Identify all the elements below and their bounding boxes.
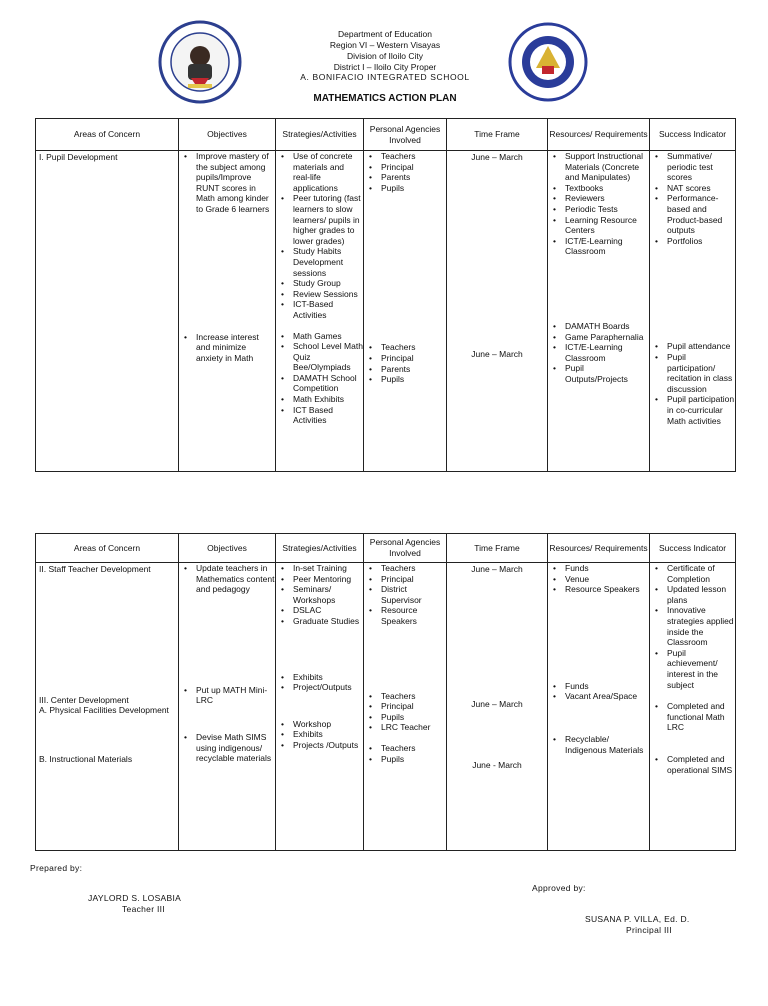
agencies-cell	[364, 151, 447, 472]
time-frame-value: June – March	[471, 348, 523, 359]
list-item: • Resource Speakers	[364, 605, 446, 626]
list-item: • Teachers	[364, 342, 446, 353]
list-item: • ICT-Based Activities	[276, 299, 363, 320]
approved-by-name: SUSANA P. VILLA, Ed. D.	[585, 914, 690, 924]
action-plan-table-2	[35, 533, 736, 851]
indicator-list	[650, 563, 735, 690]
list-item: • Learning Resource Centers	[548, 215, 649, 236]
list-item: • Pupil achievement/ interest in the subject	[650, 648, 735, 690]
list-item: • Math Games	[276, 331, 363, 342]
list-item: • Principal	[364, 162, 446, 173]
list-item: • Study Group	[276, 278, 363, 289]
resource-list	[548, 563, 649, 595]
area-instructional-materials: B. Instructional Materials	[39, 753, 133, 764]
list-item: • Peer Mentoring	[276, 574, 363, 585]
strategy-list	[276, 151, 363, 321]
list-item: • Project/Outputs	[276, 682, 363, 693]
col-time-frame: Time Frame	[447, 119, 548, 151]
resource-list	[548, 734, 649, 755]
list-item: • Parents	[364, 172, 446, 183]
indicator-list	[650, 341, 735, 426]
list-item: • Teachers	[364, 563, 446, 574]
list-item: • Update teachers in Mathematics content and pedagogy	[179, 563, 275, 595]
agency-list	[364, 151, 446, 193]
list-item: • Teachers	[364, 691, 446, 702]
prepared-by-label: Prepared by:	[30, 863, 83, 873]
resource-list	[548, 681, 649, 702]
list-item: • Workshop	[276, 719, 363, 730]
list-item: • Pupils	[364, 754, 446, 765]
list-item: • Study Habits Development sessions	[276, 246, 363, 278]
col-success-indicator: Success Indicator	[650, 119, 736, 151]
col-success-indicator: Success Indicator	[650, 534, 736, 563]
list-item: • Innovative strategies applied inside the Classroom	[650, 605, 735, 647]
col-strategies: Strategies/Activities	[276, 119, 364, 151]
list-item: • Parents	[364, 364, 446, 375]
list-item: • Principal	[364, 574, 446, 585]
strategy-list	[276, 719, 363, 751]
objective-list	[179, 151, 275, 215]
list-item: • Pupil attendance	[650, 341, 735, 352]
table-row	[36, 151, 736, 472]
list-item: • LRC Teacher	[364, 722, 446, 733]
list-item: • Textbooks	[548, 183, 649, 194]
resources-cell	[548, 563, 650, 851]
indicators-cell	[650, 563, 736, 851]
list-item: • Venue	[548, 574, 649, 585]
list-item: • Resource Speakers	[548, 584, 649, 595]
header-department: Department of Education	[337, 29, 433, 39]
header-district: District I – Iloilo City Proper	[333, 62, 437, 72]
list-item: • In-set Training	[276, 563, 363, 574]
indicator-list	[650, 754, 735, 775]
objective-list	[179, 685, 275, 706]
list-item: • School Level Math Quiz Bee/Olympiads	[276, 341, 363, 373]
indicators-cell	[650, 151, 736, 472]
table-header-row	[36, 119, 736, 151]
header-division: Division of Iloilo City	[346, 51, 424, 61]
agency-list	[364, 342, 446, 384]
agency-list	[364, 691, 446, 733]
action-plan-table-1	[35, 118, 736, 472]
list-item: • Put up MATH Mini-LRC	[179, 685, 275, 706]
agency-list	[364, 563, 446, 627]
list-item: • ICT/E-Learning Classroom	[548, 236, 649, 257]
objective-list	[179, 732, 275, 764]
list-item: • District Supervisor	[364, 584, 446, 605]
prepared-by-title: Teacher III	[122, 904, 165, 914]
time-frame-cell	[447, 563, 548, 851]
list-item: • Teachers	[364, 743, 446, 754]
list-item: • Certificate of Completion	[650, 563, 735, 584]
objectives-cell	[179, 151, 276, 472]
strategy-list	[276, 672, 363, 693]
list-item: • Pupils	[364, 712, 446, 723]
area-cell	[36, 563, 179, 851]
list-item: • Completed and operational SIMS	[650, 754, 735, 775]
list-item: • ICT Based Activities	[276, 405, 363, 426]
objectives-cell	[179, 563, 276, 851]
strategies-cell	[276, 563, 364, 851]
list-item: • Improve mastery of the subject among pupils/Improve RUNT scores in Math among kinder to Grade 6 learners	[179, 151, 275, 215]
strategy-list	[276, 563, 363, 627]
list-item: • Recyclable/ Indigenous Materials	[548, 734, 649, 755]
time-frame-value: June – March	[471, 152, 523, 162]
list-item: • Math Exhibits	[276, 394, 363, 405]
list-item: • Teachers	[364, 151, 446, 162]
col-objectives: Objectives	[179, 534, 276, 563]
list-item: • Principal	[364, 701, 446, 712]
prepared-by-name: JAYLORD S. LOSABIA	[88, 893, 182, 903]
header-school: A. BONIFACIO INTEGRATED SCHOOL	[300, 72, 470, 82]
objective-list	[179, 563, 275, 595]
list-item: • Funds	[548, 681, 649, 692]
time-frame-cell	[447, 151, 548, 472]
col-areas-of-concern: Areas of Concern	[36, 534, 179, 563]
list-item: • Use of concrete materials and real-life applications	[276, 151, 363, 193]
agencies-cell	[364, 563, 447, 851]
list-item: • NAT scores	[650, 183, 735, 194]
approved-by-title: Principal III	[626, 925, 672, 935]
col-strategies: Strategies/Activities	[276, 534, 364, 563]
page-title: MATHEMATICS ACTION PLAN	[313, 93, 457, 104]
strategies-cell	[276, 151, 364, 472]
col-agencies: Personal Agencies Involved	[364, 534, 447, 563]
list-item: • Seminars/ Workshops	[276, 584, 363, 605]
list-item: • Summative/ periodic test scores	[650, 151, 735, 183]
list-item: • DSLAC	[276, 605, 363, 616]
area-cell	[36, 151, 179, 472]
list-item: • Graduate Studies	[276, 616, 363, 627]
col-resources: Resources/ Requirements	[548, 119, 650, 151]
list-item: • Portfolios	[650, 236, 735, 247]
agency-list	[364, 743, 446, 764]
table-header-row	[36, 534, 736, 563]
col-agencies: Personal Agencies Involved	[364, 119, 447, 151]
list-item: • ICT/E-Learning Classroom	[548, 342, 649, 363]
area-center-development: III. Center Development A. Physical Facilities Development	[39, 694, 169, 716]
list-item: • Pupils	[364, 374, 446, 385]
objective-list	[179, 332, 275, 364]
list-item: • Pupil Outputs/Projects	[548, 363, 649, 384]
list-item: • Reviewers	[548, 193, 649, 204]
list-item: • DAMATH School Competition	[276, 373, 363, 394]
list-item: • Pupil participation/ recitation in class discussion	[650, 352, 735, 394]
time-frame-value: June – March	[471, 564, 523, 574]
approved-by-label: Approved by:	[532, 883, 586, 893]
strategy-list	[276, 331, 363, 426]
list-item: • Projects /Outputs	[276, 740, 363, 751]
area-pupil-development: I. Pupil Development	[39, 152, 118, 162]
list-item: • Vacant Area/Space	[548, 691, 649, 702]
list-item: • Review Sessions	[276, 289, 363, 300]
col-objectives: Objectives	[179, 119, 276, 151]
list-item: • Support Instructional Materials (Concrete and Manipulates)	[548, 151, 649, 183]
list-item: • Pupils	[364, 183, 446, 194]
list-item: • Peer tutoring (fast learners to slow learners/ pupils in higher grades to lower grades)	[276, 193, 363, 246]
indicator-list	[650, 701, 735, 733]
resources-cell	[548, 151, 650, 472]
time-frame-value: June - March	[472, 760, 522, 771]
header-region: Region VI – Western Visayas	[329, 40, 441, 50]
table-row	[36, 563, 736, 851]
list-item: • DAMATH Boards	[548, 321, 649, 332]
col-areas-of-concern: Areas of Concern	[36, 119, 179, 151]
list-item: • Funds	[548, 563, 649, 574]
list-item: • Updated lesson plans	[650, 584, 735, 605]
col-time-frame: Time Frame	[447, 534, 548, 563]
list-item: • Principal	[364, 353, 446, 364]
resource-list	[548, 151, 649, 257]
list-item: • Exhibits	[276, 729, 363, 740]
list-item: • Game Paraphernalia	[548, 332, 649, 343]
list-item: • Pupil participation in co-curricular Math activities	[650, 394, 735, 426]
resource-list	[548, 321, 649, 385]
list-item: • Completed and functional Math LRC	[650, 701, 735, 733]
list-item: • Exhibits	[276, 672, 363, 683]
list-item: • Periodic Tests	[548, 204, 649, 215]
list-item: • Increase interest and minimize anxiety in Math	[179, 332, 275, 364]
time-frame-value: June – March	[471, 698, 523, 709]
list-item: • Performance-based and Product-based outputs	[650, 193, 735, 235]
col-resources: Resources/ Requirements	[548, 534, 650, 563]
indicator-list	[650, 151, 735, 246]
list-item: • Devise Math SIMS using indigenous/ recyclable materials	[179, 732, 275, 764]
area-staff-development: II. Staff Teacher Development	[39, 564, 151, 574]
